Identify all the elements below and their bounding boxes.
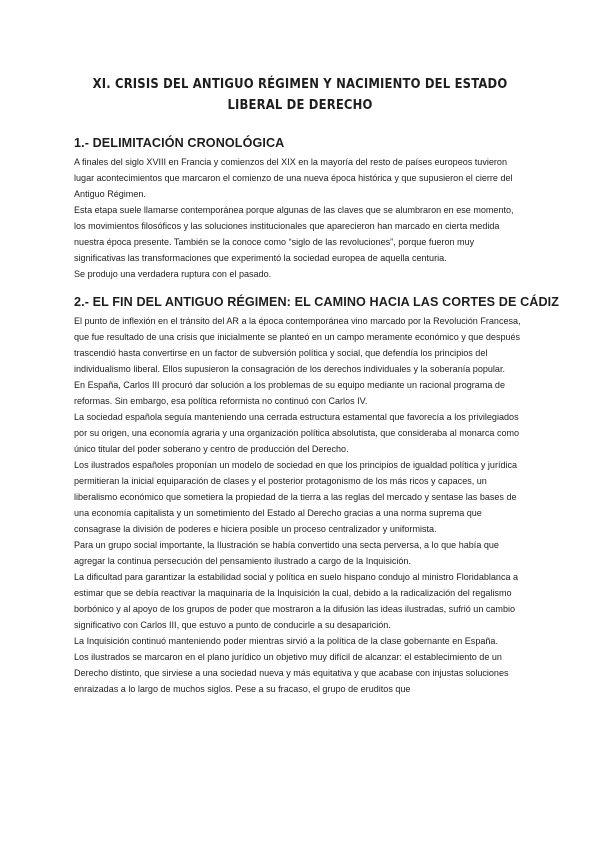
section-heading: 1.- DELIMITACIÓN CRONOLÓGICA [74, 136, 285, 150]
paragraph: Los ilustrados se marcaron en el plano jurídico un objetivo muy difícil de alcanzar: el establecimiento de un Derecho distinto, que sirviese a una sociedad nueva y más equitativa y que acabase con injustas soluciones enraizadas a lo largo de muchos siglos. Pese a su fracaso, el grupo de eruditos que [74, 652, 509, 694]
paragraph: Esta etapa suele llamarse contemporánea porque algunas de las claves que se alumbraron en ese momento, los movimientos filosóficos y las soluciones institucionales que aparecieron han marcado en cierta medida nuestra época presente. También se la conoce como “siglo de las revoluciones”, porque fueron muy significativas las transformaciones que experimentó la sociedad europea de aquella centuria. [74, 205, 514, 263]
section-delimitacion [74, 134, 526, 282]
paragraph: A finales del siglo XVIII en Francia y comienzos del XIX en la mayoría del resto de países europeos tuvieron lugar acontecimientos que marcaron el comienzo de una nueva época histórica y que supusieron el cierre del Antiguo Régimen. [74, 157, 513, 199]
paragraph: Se produjo una verdadera ruptura con el pasado. [74, 269, 272, 279]
document-title: XI. CRISIS DEL ANTIGUO RÉGIMEN Y NACIMIENTO DEL ESTADO LIBERAL DE DERECHO [92, 76, 508, 113]
paragraph: La dificultad para garantizar la estabilidad social y política en suelo hispano condujo al ministro Floridablanca a estimar que se debía reactivar la maquinaria de la Inquisición la cual, debido a la radicalización del regalismo borbónico y al apoyo de los grupos de poder que mostraron a la difusión las ideas ilustradas, sufrió un cambio significativo con Carlos III, que estuvo a punto de conducirle a su desaparición. [74, 572, 519, 630]
paragraph: Para un grupo social importante, la Ilustración se había convertido una secta perversa, a lo que había que agregar la continua persecución del pensamiento ilustrado a cargo de la Inquisición. [74, 540, 499, 566]
paragraph: El punto de inflexión en el tránsito del AR a la época contemporánea vino marcado por la Revolución Francesa, que fue resultado de una crisis que inicialmente se planteó en un campo meramente económico y que después trascendió hasta convertirse en un factor de subversión política y social, que defendía los principios del individualismo liberal. Ellos supusieron la consagración de los derechos individuales y la soberanía popular. [74, 316, 521, 374]
section-fin-antiguo-regimen [74, 293, 560, 697]
paragraph: En España, Carlos III procuró dar solución a los problemas de su equipo mediante un racional programa de reformas. Sin embargo, esa política reformista no continuó con Carlos IV. [74, 380, 505, 406]
paragraph: La Inquisición continuó manteniendo poder mientras sirvió a la política de la clase gobernante en España. [74, 636, 498, 646]
section-spacer [74, 282, 526, 293]
paragraph: Los ilustrados españoles proponían un modelo de sociedad en que los principios de igualdad política y jurídica permitieran la inicial equiparación de clases y el posterior protagonismo de los más ricos y capaces, un liberalismo económico que sometiera la propiedad de la tierra a las reglas del mercado y sentase las bases de una economía capitalista y un sometimiento del Estado al Derecho gracias a una norma suprema que consagrase la división de poderes e hiciera posible un proceso centralizador y uniformista. [74, 460, 518, 534]
paragraph: La sociedad española seguía manteniendo una cerrada estructura estamental que favorecía a los privilegiados por su origen, una economía agraria y una organización política absolutista, que consideraba al monarca como único titular del poder soberano y centro de producción del Derecho. [74, 412, 520, 454]
section-heading: 2.- EL FIN DEL ANTIGUO RÉGIMEN: EL CAMINO HACIA LAS CORTES DE CÁDIZ [74, 295, 560, 309]
